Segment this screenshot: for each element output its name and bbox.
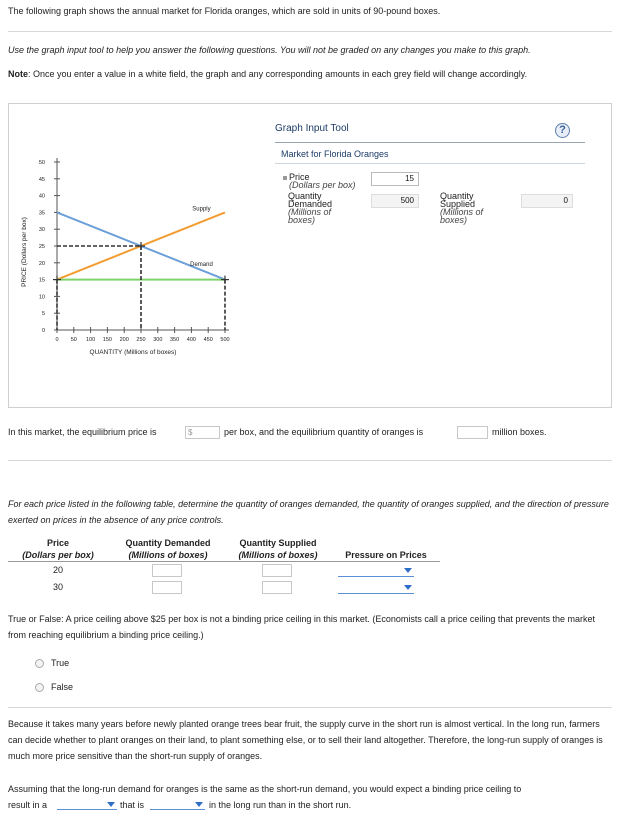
x-tick-label: 500 xyxy=(220,337,230,343)
y-tick-label: 20 xyxy=(38,260,45,267)
x-tick-label: 250 xyxy=(136,337,146,343)
row-price: 30 xyxy=(53,582,64,592)
eq-text-3: million boxes. xyxy=(492,427,547,437)
long-run-question-4: in the long run than in the short run. xyxy=(209,800,352,810)
supply-demand-chart[interactable] xyxy=(9,104,259,404)
market-title: Market for Florida Oranges xyxy=(281,149,389,159)
equilibrium-question xyxy=(8,424,157,440)
pressure-column-header: Pressure on Prices xyxy=(345,550,427,560)
price-input[interactable]: 15 xyxy=(371,172,419,186)
radio-true-label: True xyxy=(51,658,70,668)
y-tick-label: 15 xyxy=(38,277,45,284)
help-icon[interactable]: ? xyxy=(555,123,570,138)
y-tick-label: 45 xyxy=(38,176,45,183)
tf-prompt: True or False: A price ceiling above $25 per box is not a binding price ceiling in this market. (Economists call a price ceiling that prevents the market from reaching equilibrium a binding price ceiling.) xyxy=(8,614,595,640)
qs-label-1: Quantity xyxy=(440,191,474,201)
x-tick-label: 150 xyxy=(102,337,112,343)
x-tick-label: 450 xyxy=(203,337,213,343)
x-tick-label: 100 xyxy=(86,337,96,343)
graph-input-tool-title: Graph Input Tool xyxy=(275,123,349,134)
quantity-supplied-value: 0 xyxy=(521,194,573,208)
note-body: : Once you enter a value in a white field, the graph and any corresponding amounts in each grey field will change accordingly. xyxy=(28,69,528,79)
qs-header-label: Quantity Supplied xyxy=(239,538,317,548)
qs-label-2: Supplied xyxy=(440,199,476,209)
result-dropdown[interactable] xyxy=(57,798,117,810)
y-tick-label: 50 xyxy=(38,160,45,166)
chevron-down-icon xyxy=(404,585,412,590)
x-tick-label: 0 xyxy=(55,337,59,343)
note-label: Note xyxy=(8,69,28,79)
x-tick-label: 350 xyxy=(170,337,180,343)
y-tick-label: 10 xyxy=(38,294,45,301)
y-tick-label: 40 xyxy=(38,193,45,200)
equilibrium-price-input[interactable]: $ xyxy=(185,426,220,439)
qs-unit-2: boxes) xyxy=(440,215,468,225)
eq-text-2: per box, and the equilibrium quantity of oranges is xyxy=(224,427,424,437)
price-label: Price xyxy=(289,172,310,182)
long-run-question-1: Assuming that the long-run demand for oranges is the same as the short-run demand, you would expect a binding price ceiling to xyxy=(8,784,522,794)
demand-label: Demand xyxy=(190,261,213,268)
table-prompt: For each price listed in the following table, determine the quantity of oranges demanded, the quantity of oranges supplied, and the direction of pressure exerted on prices in the absence of any price controls. xyxy=(8,499,609,525)
y-tick-label: 0 xyxy=(41,328,45,334)
x-tick-label: 300 xyxy=(153,337,163,343)
y-tick-label: 25 xyxy=(38,244,45,250)
pressure-dropdown-row-1[interactable] xyxy=(338,564,414,577)
equilibrium-quantity-input[interactable] xyxy=(457,426,488,439)
y-axis-label: PRICE (Dollars per box) xyxy=(21,217,28,287)
qd-column-header xyxy=(112,537,224,561)
price-column-header xyxy=(8,537,108,561)
x-tick-label: 400 xyxy=(186,337,196,343)
chevron-down-icon xyxy=(195,802,203,807)
graph-panel xyxy=(8,103,612,408)
price-header-unit: (Dollars per box) xyxy=(22,550,94,560)
long-run-question-2: result in a xyxy=(8,800,48,810)
qd-label-2: Demanded xyxy=(288,199,333,209)
chevron-down-icon xyxy=(404,568,412,573)
table-header-rule xyxy=(8,561,440,562)
price-label-group xyxy=(283,173,356,189)
note-text xyxy=(8,66,527,82)
qd-input-row-2[interactable] xyxy=(152,581,182,594)
x-axis-label: QUANTITY (Millions of boxes) xyxy=(89,349,177,356)
qd-unit-1: (Millions of xyxy=(288,207,332,217)
radio-true[interactable] xyxy=(35,659,44,668)
divider xyxy=(275,142,585,143)
qs-label-group xyxy=(440,192,483,224)
qs-unit-1: (Millions of xyxy=(440,207,484,217)
radio-false[interactable] xyxy=(35,683,44,692)
long-run-question-3: that is xyxy=(120,800,145,810)
eq-text-1: In this market, the equilibrium price is xyxy=(8,427,157,437)
instructions-text: Use the graph input tool to help you answer the following questions. You will not be graded on any changes you make to this graph. xyxy=(8,45,531,55)
x-tick-label: 50 xyxy=(70,337,77,343)
price-header-label: Price xyxy=(46,538,70,548)
quantity-demanded-value: 500 xyxy=(371,194,419,208)
divider xyxy=(275,163,585,164)
size-dropdown[interactable] xyxy=(150,798,205,810)
qd-header-label: Quantity Demanded xyxy=(125,538,211,548)
y-tick-label: 30 xyxy=(38,227,45,234)
row-price: 20 xyxy=(53,565,64,575)
chevron-down-icon xyxy=(107,802,115,807)
x-tick-label: 200 xyxy=(119,337,129,343)
y-tick-label: 35 xyxy=(38,210,45,217)
qd-unit-2: boxes) xyxy=(288,215,316,225)
grip-icon xyxy=(283,176,287,180)
supply-label: Supply xyxy=(192,206,211,213)
qs-header-unit: (Millions of boxes) xyxy=(238,550,318,560)
intro-text: The following graph shows the annual market for Florida oranges, which are sold in units of 90-pound boxes. xyxy=(8,6,441,16)
long-run-paragraph: Because it takes many years before newly planted orange trees bear fruit, the supply curve in the short run is almost vertical. In the long run, farmers can decide whether to plant oranges on their land, to plant something else, or to sell their land altogether. Therefore, the long-run supply of oranges is much more price sensitive than the short-run supply of oranges. xyxy=(8,719,603,761)
qs-input-row-1[interactable] xyxy=(262,564,292,577)
divider xyxy=(8,31,612,32)
divider xyxy=(8,707,612,708)
qd-input-row-1[interactable] xyxy=(152,564,182,577)
y-tick-label: 5 xyxy=(41,311,45,318)
pressure-dropdown-row-2[interactable] xyxy=(338,581,414,594)
price-unit: (Dollars per box) xyxy=(289,180,356,190)
qs-input-row-2[interactable] xyxy=(262,581,292,594)
divider xyxy=(8,460,612,461)
qd-label-1: Quantity xyxy=(288,191,322,201)
qd-label-group xyxy=(288,192,332,224)
qd-header-unit: (Millions of boxes) xyxy=(128,550,208,560)
radio-false-label: False xyxy=(51,682,74,692)
qs-column-header xyxy=(226,537,330,561)
